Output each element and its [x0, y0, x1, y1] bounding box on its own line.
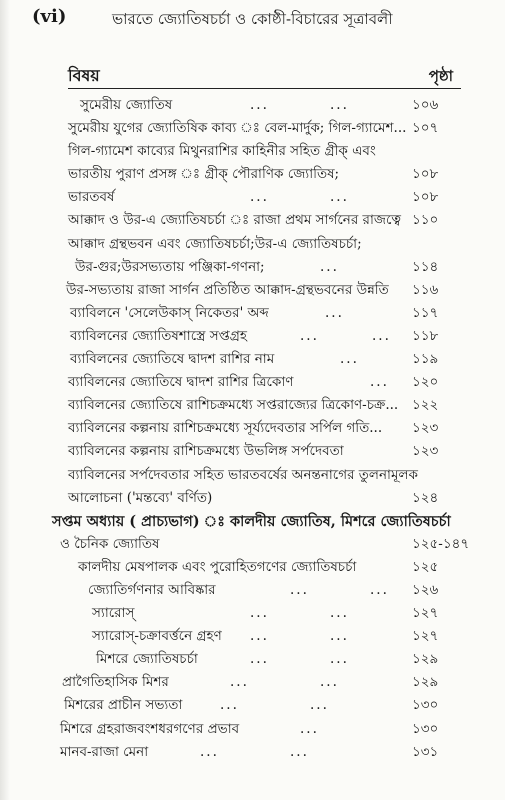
leader-dots: ... [250, 628, 269, 645]
toc-entry-title: সুমেরীয় যুগের জ্যোতিষিক কাব্য ঃ বেল-মার্দুক; গিল-গ্যামেশ... [68, 120, 407, 137]
toc-page-number: ১২৫-১৪৭ [412, 535, 470, 552]
toc-entry [0, 233, 505, 256]
toc-entry-title: মিশরের প্রাচীন সভ্যতা [64, 697, 183, 714]
toc-page-number: ১২৫ [412, 558, 439, 575]
leader-dots: ... [250, 189, 269, 206]
toc-page-number: ১২৩ [412, 420, 439, 437]
toc-page-number: ১৩১ [412, 743, 439, 760]
toc-entry [0, 579, 505, 602]
toc-entry-title: ব্যাবিলনের জ্যোতিষে দ্বাদশ রাশির ত্রিকোণ [68, 374, 294, 391]
toc-page-number: ১২৩ [412, 443, 439, 460]
leader-dots: ... [290, 743, 309, 760]
leader-dots: ... [330, 651, 349, 668]
toc-entry [0, 94, 505, 117]
heading-rule [68, 88, 461, 89]
leader-dots: ... [250, 97, 269, 113]
toc-page-number: ১৩০ [412, 720, 439, 737]
toc-entry-title: ব্যাবিলনের কল্পনায় রাশিচক্রমধ্যে সূর্য্যদেবতার সর্পিল গতি... [68, 420, 383, 437]
toc-entry-title: সপ্তম অধ্যায় ( প্রাচ্যভাগ) ঃ কালদীয় জ্যোতিষ, মিশরে জ্যোতিষচর্চা [52, 512, 451, 530]
toc-entry-title: স্যারোস্-চক্রাবর্ত্তনে গ্রহণ [92, 628, 222, 645]
leader-dots: ... [310, 697, 329, 714]
toc-page-number: ১২৭ [412, 628, 439, 645]
toc-entry-title: প্রাগৈতিহাসিক মিশর [62, 674, 169, 691]
toc-entry-title: ভারতবর্ষ [68, 189, 115, 206]
leader-dots: ... [320, 258, 339, 275]
leader-dots: ... [340, 351, 359, 368]
toc-entry-title: কালদীয় মেষপালক এবং পুরোহিতগণের জ্যোতিষচর্চা [78, 558, 357, 575]
toc-entry [0, 325, 505, 348]
toc-entry [0, 694, 505, 717]
toc-page-number: ১২৯ [412, 651, 439, 668]
contents-list [0, 94, 505, 764]
toc-entry [0, 140, 505, 163]
toc-page-number: ১১৪ [412, 258, 439, 275]
toc-entry-title: মিশরে জ্যোতিষচর্চা [96, 651, 198, 668]
toc-page-number: ১২০ [412, 374, 439, 391]
toc-page-number: ১১৯ [412, 351, 439, 368]
toc-page-number: ১০৮ [412, 166, 439, 183]
toc-entry [0, 186, 505, 209]
toc-entry-title: মিশরে গ্রহরাজবংশধরগণের প্রভাব [60, 720, 240, 737]
toc-entry-title: আক্কাদ গ্রন্থভবন এবং জ্যোতিষচর্চা;উর-এ জ্যোতিষচর্চা; [68, 235, 362, 252]
toc-entry-title: ব্যাবিলনে 'সেলেউকাস্ নিকেতর' অব্দ [70, 304, 269, 321]
toc-entry [0, 625, 505, 648]
toc-page-number: ১১৮ [412, 327, 439, 344]
toc-page-number: ১১০ [412, 212, 439, 229]
toc-entry-title: আলোচনা ('মন্তব্যে' বর্ণিত) [68, 489, 213, 506]
toc-entry [0, 464, 505, 487]
toc-entry-title: স্যারোস্ [92, 605, 135, 622]
toc-page-number: ১০৬ [412, 97, 439, 113]
leader-dots: ... [320, 674, 339, 691]
toc-page-number: ১০৭ [412, 120, 439, 137]
leader-dots: ... [325, 304, 344, 321]
toc-entry [0, 510, 505, 533]
toc-entry [0, 602, 505, 625]
toc-page-number: ১৩০ [412, 697, 439, 714]
leader-dots: ... [300, 327, 319, 344]
toc-page-number: ১২৯ [412, 674, 439, 691]
toc-entry-title: উর-সভ্যতায় রাজা সার্গন প্রতিষ্ঠিত আক্কাদ-গ্রন্থভবনের উন্নতি [66, 281, 389, 298]
leader-dots: ... [370, 374, 389, 391]
toc-page-number: ১১৬ [412, 281, 439, 298]
toc-entry [0, 394, 505, 417]
page-number: (vi) [32, 6, 67, 27]
leader-dots: ... [370, 581, 389, 598]
leader-dots: ... [330, 189, 349, 206]
page-column-heading: পৃষ্ঠা [428, 67, 453, 85]
leader-dots: ... [372, 327, 391, 344]
toc-page-number: ১২৬ [412, 581, 439, 598]
toc-entry-title: ব্যাবিলনের সর্পদেবতার সহিত ভারতবর্ষের অনন্তনাগের তুলনামূলক [68, 466, 418, 483]
leader-dots: ... [250, 651, 269, 668]
leader-dots: ... [330, 605, 349, 622]
toc-entry-title: মানব-রাজা মেনা [60, 743, 149, 760]
toc-entry [0, 209, 505, 232]
leader-dots: ... [230, 674, 249, 691]
toc-entry-title: ব্যাবিলনের জ্যোতিষে দ্বাদশ রাশির নাম [70, 351, 275, 368]
leader-dots: ... [330, 97, 349, 113]
toc-entry [0, 117, 505, 140]
toc-entry-title: ও চৈনিক জ্যোতিষ [60, 535, 160, 552]
toc-entry-title: ব্যাবিলনের কল্পনায় রাশিচক্রমধ্যে উভলিঙ্গ সর্পদেবতা [68, 443, 344, 460]
toc-entry [0, 371, 505, 394]
toc-entry [0, 279, 505, 302]
running-title: ভারতে জ্যোতিষচর্চা ও কোষ্ঠী-বিচারের সূত্রাবলী [112, 10, 393, 28]
toc-entry [0, 487, 505, 510]
toc-entry [0, 741, 505, 764]
toc-page-number: ১২৭ [412, 605, 439, 622]
toc-entry-title: ব্যাবিলনের জ্যোতিষশাস্ত্রে সপ্তগ্রহ [70, 327, 247, 344]
toc-entry [0, 718, 505, 741]
toc-entry-title: জ্যোতির্গণনার আবিষ্কার [88, 581, 216, 598]
leader-dots: ... [220, 697, 239, 714]
toc-page-number: ১২২ [412, 397, 439, 414]
toc-entry [0, 671, 505, 694]
toc-page-number: ১০৮ [412, 189, 439, 206]
leader-dots: ... [250, 605, 269, 622]
toc-entry [0, 348, 505, 371]
toc-entry-title: সুমেরীয় জ্যোতিষ [80, 97, 173, 113]
leader-dots: ... [200, 743, 219, 760]
toc-entry [0, 163, 505, 186]
column-headings [0, 63, 505, 89]
subject-column-heading: বিষয় [68, 66, 100, 85]
toc-entry [0, 556, 505, 579]
toc-entry-title: ব্যাবিলনের জ্যোতিষে রাশিচক্রমধ্যে সপ্তরাজ্যের ত্রিকোণ-চক্র... [68, 397, 399, 414]
toc-entry [0, 302, 505, 325]
page-header [22, 6, 489, 36]
toc-entry-title: ভারতীয় পুরাণ প্রসঙ্গ ঃ গ্রীক্ পৌরাণিক জ্যোতিষ; [68, 166, 340, 183]
toc-page-number: ১১৭ [412, 304, 439, 321]
toc-entry [0, 417, 505, 440]
leader-dots: ... [330, 628, 349, 645]
toc-entry [0, 440, 505, 463]
toc-entry [0, 533, 505, 556]
toc-entry-title: উর-গুর;উরসভ্যতায় পঞ্জিকা-গণনা; [75, 258, 265, 275]
toc-entry [0, 256, 505, 279]
leader-dots: ... [300, 720, 319, 737]
toc-page-number: ১২৪ [412, 489, 439, 506]
toc-entry-title: গিল-গ্যামেশ কাব্যের মিথুনরাশির কাহিনীর সহিত গ্রীক্ এবং [68, 143, 376, 160]
toc-entry-title: আক্কাদ ও উর-এ জ্যোতিষচর্চা ঃ রাজা প্রথম সার্গনের রাজত্বে [68, 212, 402, 229]
leader-dots: ... [290, 581, 309, 598]
toc-entry [0, 648, 505, 671]
